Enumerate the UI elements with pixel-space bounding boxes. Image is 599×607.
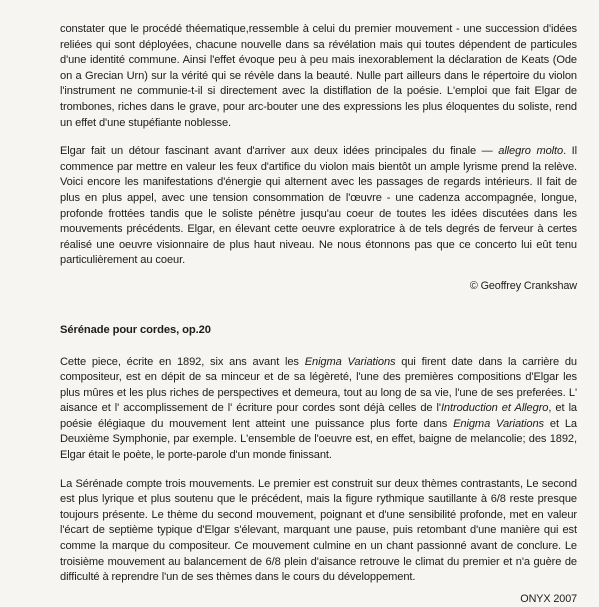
paragraph-serenade-intro [60,355,577,464]
text-run: et La Deuxième Symphonie, par exemple. L'ensemble de l'oeuvre est, en effet, baigne de melancolie; des 1892, Elgar était le poète, le porte-parole d'un monde finissant. [60,417,577,462]
text-run: qui firent date dans la carrière du compositeur, est en dépit de sa minceur et de sa légèreté, l'une des premières compositions d'Elgar les plus mûres et les plus riches de perspectives et demeura, tout au long de sa vie, l'une de ses preferées. L' aisance et l' accomplissement de l' écriture pour cordes sont déjà celles de l' [60,355,578,415]
paragraph-serenade-movements: La Sérénade compte trois mouvements. Le premier est construit sur deux thèmes contrastants, Le second est plus lyrique et plus soutenu que le précédent, mais la figure rythmique sautillante à 6/8 reste presque toujours présente. Le thème du second mouvement, poignant et d'une sensibilité profonde, met en valeur l'écart de septième typique d'Elgar s'élevant, marquant une pause, puis retombant d'une manière qui est comme la marque du compositeur. Ce mouvement culmine en un chant passionné avant de conclure. Le troisième mouvement au balancement de 6/8 plein d'aisance retrouve le climat du premier et n'a guère de difficulté à reprendre l'un de ses thèmes dans le cours du développement. [60,477,577,584]
text-run: , et la poésie élégiaque du mouvement lent atteint une puissance plus forte dans [60,402,577,430]
copyright-footer: ONYX 2007 [520,592,577,605]
italic-title: Enigma Variations [453,417,544,430]
italic-term: allegro molto [498,145,564,158]
italic-title: Introduction et Allegro [440,402,549,415]
author-credit: © Geoffrey Crankshaw [469,279,577,292]
paragraph-concerto-finale: constater que le procédé théematique,ressemble à celui du premier mouvement - une succession d'idées reliées qui sont déployées, chacune nouvelle dans sa révélation mais qui toutes dépendent de particules d'une identité commune. Ainsi l'effet évoque peu à peu mais inexorablement la déclaration de Keats (Ode on a Grecian Urn) sur la vérité qui se révèle dans la beauté. Nulle part ailleurs dans le répertoire du violon l'instrument ne communie-t-il si directement avec la distiflation de la poésie. L'emploi que fait Elgar de trombones, riches dans le grave, pour arc-bouter une des expressions les plus éloquentes du soliste, rend un effet d'une stupéfiante noblesse. [60,23,577,129]
text-run: Elgar fait un détour fascinant avant d'arriver aux deux idées principales du finale — [60,145,499,158]
paragraph-finale-allegro [60,144,577,269]
section-heading: Sérénade pour cordes, op.20 [60,323,211,336]
italic-title: Enigma Variations [304,355,396,368]
text-run: . Il commence par mettre en valeur les feux d'artifice du violon mais bientôt un ample lyrisme prend la relève. Voici encore les manifestations d'énergie qui alternent avec les passages de regards intérieurs. Il fait de plus en plus appel, avec une tension consommation de l'œuvre - une cadenza accompagnée, longue, profonde frottées tandis que le soliste pénètre jusqu'au coeur de toutes les idées discutées dans les mouvements précédents. Elgar, en élevant cette oeuvre exploratrice à de tels degrés de ferveur à certes réalisé une oeuvre visionnaire de plus haut niveau. Ne nous étonnons pas que ce concerto lui eût tenu particulièrement au coeur. [60,145,577,267]
text-run: Cette piece, écrite en 1892, six ans avant les [60,355,305,368]
